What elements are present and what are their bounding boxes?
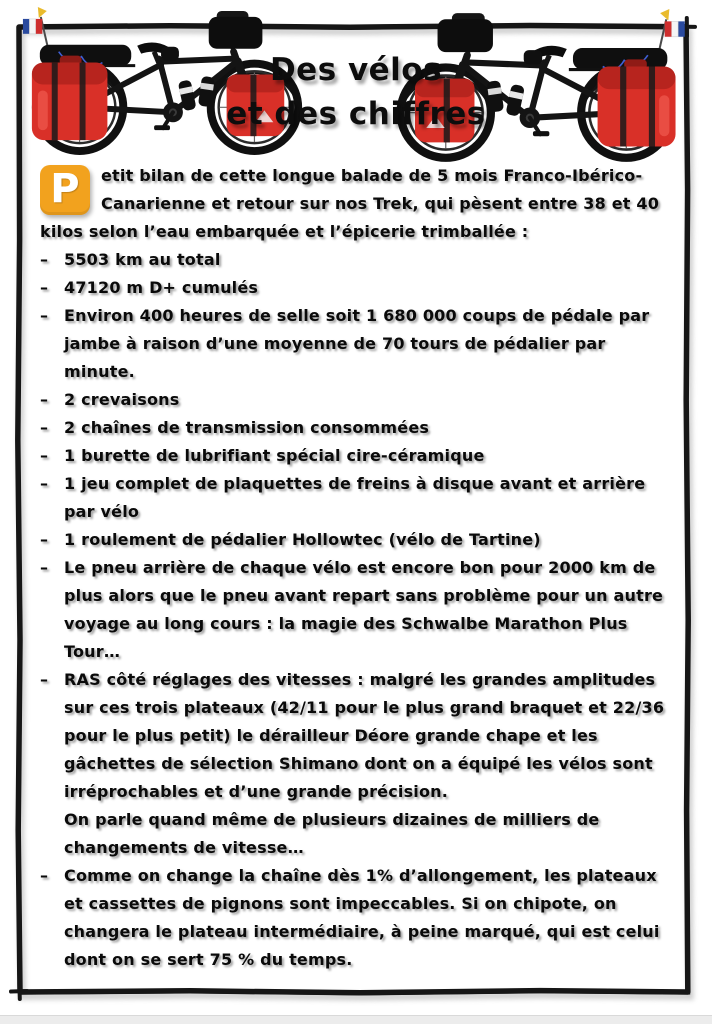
dropcap-letter: P xyxy=(40,165,90,215)
list-item xyxy=(40,470,674,526)
list-item xyxy=(40,274,674,302)
list-item xyxy=(40,554,674,666)
bullet-dash: – xyxy=(40,474,49,493)
list-item-text: 2 crevaisons xyxy=(64,390,180,409)
bullet-dash: – xyxy=(40,418,49,437)
page-title xyxy=(0,48,712,136)
list-item xyxy=(40,666,674,862)
list-item-text: 5503 km au total xyxy=(64,250,221,269)
bullet-dash: – xyxy=(40,670,49,689)
list-item xyxy=(40,526,674,554)
list-item xyxy=(40,442,674,470)
list-item-text: 1 jeu complet de plaquettes de freins à disque avant et arrière par vélo xyxy=(64,474,646,521)
list-item-text: 1 roulement de pédalier Hollowtec (vélo de Tartine) xyxy=(64,530,541,549)
list-item xyxy=(40,302,674,386)
bullet-dash: – xyxy=(40,446,49,465)
bullet-dash: – xyxy=(40,530,49,549)
list-item-text: 2 chaînes de transmission consommées xyxy=(64,418,430,437)
list-item xyxy=(40,414,674,442)
bullet-dash: – xyxy=(40,558,49,577)
page-title-line1: Des vélos xyxy=(269,52,443,88)
list-item-text: Environ 400 heures de selle soit 1 680 000 coups de pédale par jambe à raison d’une moyenne de 70 tours de pédalier par minute. xyxy=(64,306,650,381)
bullet-dash: – xyxy=(40,278,49,297)
list-item-text: Le pneu arrière de chaque vélo est encore bon pour 2000 km de plus alors que le pneu avant repart sans problème pour un autre voyage au long cours : la magie des Schwalbe Marathon Plus Tour… xyxy=(64,558,664,661)
bullet-dash: – xyxy=(40,390,49,409)
intro-paragraph xyxy=(40,162,674,246)
intro-text: etit bilan de cette longue balade de 5 mois Franco-Ibérico-Canarienne et retour sur nos Trek, qui pèsent entre 38 et 40 kilos selon l’eau embarquée et l’épicerie trimballée : xyxy=(40,166,660,241)
page-title-line2: et des chiffres xyxy=(226,96,486,132)
bullet-dash: – xyxy=(40,866,49,885)
next-page-edge xyxy=(0,1015,712,1024)
list-item-text: Comme on change la chaîne dès 1% d’allongement, les plateaux et cassettes de pignons sont impeccables. Si on chipote, on changera le plateau intermédiaire, à peine marqué, qui est celui dont on se sert 75 % du temps. xyxy=(64,866,660,969)
list-item xyxy=(40,246,674,274)
body-text xyxy=(40,162,674,988)
list-item-continuation: On parle quand même de plusieurs dizaines de milliers de changements de vitesse… xyxy=(64,810,600,857)
list-item xyxy=(40,862,674,974)
list-item-text: 1 burette de lubrifiant spécial cire-céramique xyxy=(64,446,485,465)
list-item xyxy=(40,386,674,414)
bullet-dash: – xyxy=(40,250,49,269)
list-item-text: RAS côté réglages des vitesses : malgré les grandes amplitudes sur ces trois plateaux (42/11 pour le plus grand braquet et 22/36 pour le plus petit) le dérailleur Déore grande chape et les gâchettes de sélection Shimano dont on a équipé les vélos sont irréprochables et d’une grande précision. xyxy=(64,670,665,801)
bullet-dash: – xyxy=(40,306,49,325)
list-item-text: 47120 m D+ cumulés xyxy=(64,278,259,297)
